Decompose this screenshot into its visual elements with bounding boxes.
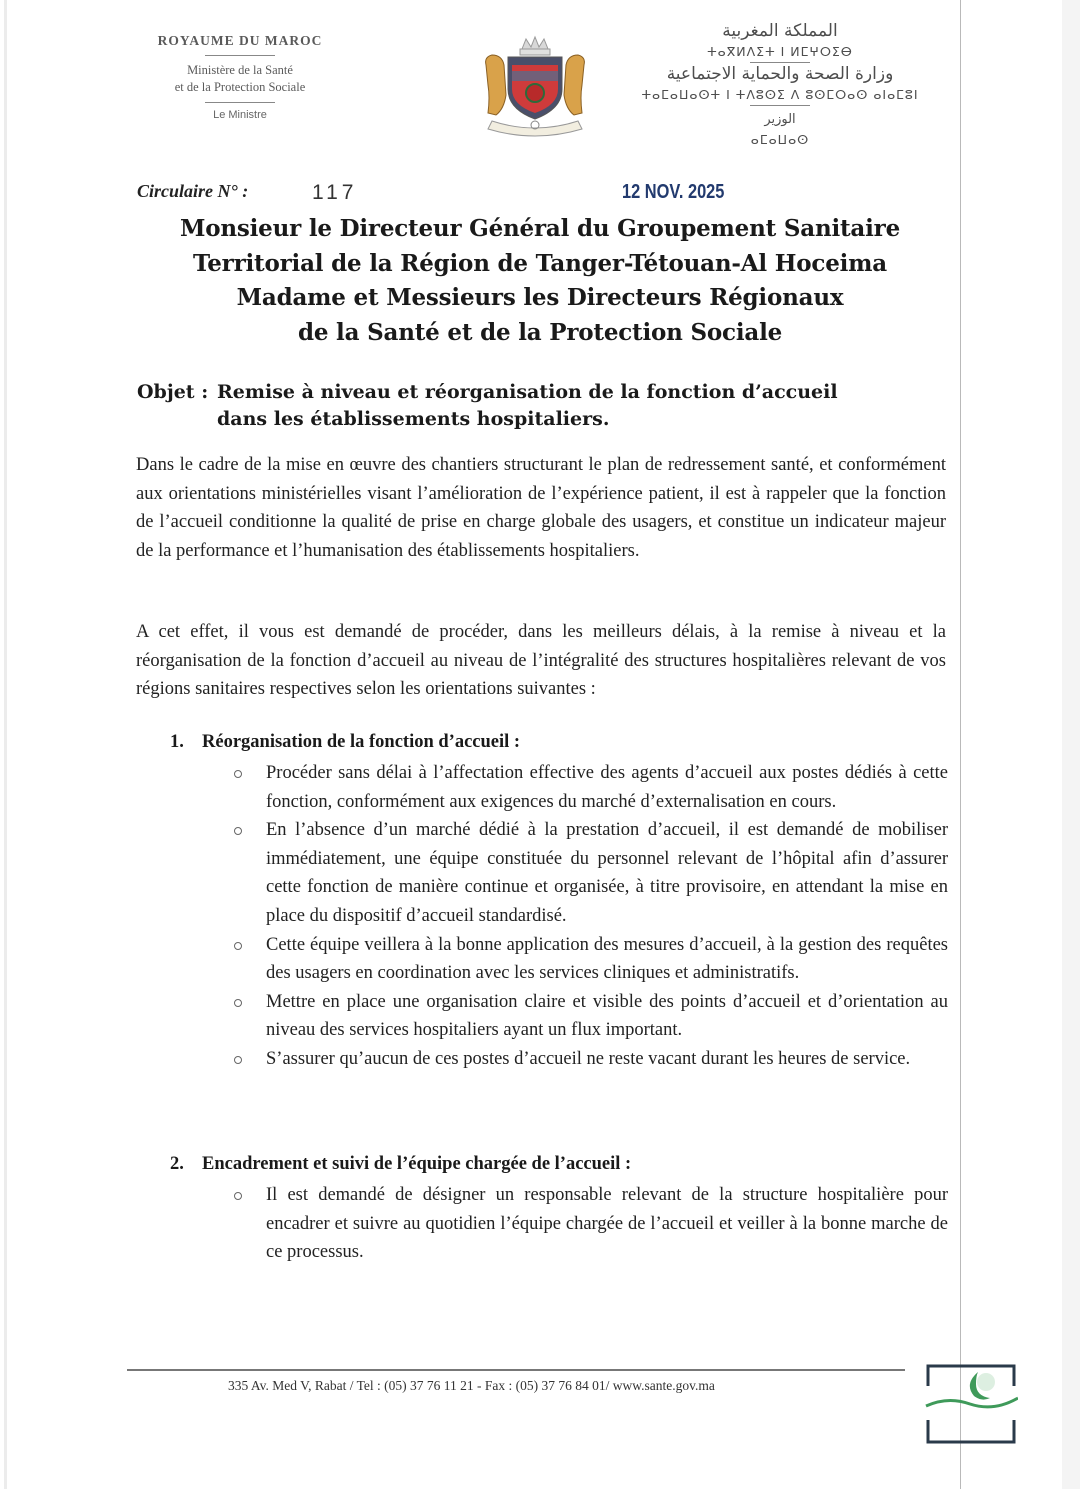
ministry-name-line2: et de la Protection Sociale [174,80,306,94]
bullet-list [232,759,948,1074]
circular-label: Circulaire N° : [137,181,249,201]
scan-left-edge [4,0,7,1489]
list-item: Il est demandé de désigner un responsable relevant de la structure hospitalière pour encadrer et suivre au quotidien l’équipe chargée de l’accueil et veiller à la bonne marche de ce processus. [232,1181,948,1267]
section-heading [170,732,520,753]
body-paragraph: A cet effet, il vous est demandé de procéder, dans les meilleurs délais, à la remise à niveau et la réorganisation de la fonction d’accueil au niveau de l’intégralité des structures hospitalières relevant de vos régions sanitaires respectives selon les orientations suivantes : [136,622,946,700]
scan-right-margin [1062,0,1080,1489]
footer-address: 335 Av. Med V, Rabat / Tel : (05) 37 76 11 21 - Fax : (05) 37 76 84 01/ www.sante.gov.ma [228,1378,715,1393]
minister-title-arabic: الوزير [764,112,796,127]
coat-of-arms-icon [478,35,592,141]
addressee-line: Monsieur le Directeur Général du Groupement Sanitaire [179,215,901,242]
divider [750,105,810,106]
circular-number: 117 [312,181,358,204]
subject-block [137,379,937,433]
list-item: S’assurer qu’aucun de ces postes d’accueil ne reste vacant durant les heures de service. [232,1045,948,1074]
subject-line2: dans les établissements hospitaliers. [217,408,610,430]
ministry-name-arabic: وزارة الصحة والحماية الاجتماعية [666,64,894,84]
list-item: Procéder sans délai à l’affectation effective des agents d’accueil aux postes dédiés à cette fonction, conformément aux exigences du marché d’externalisation en cours. [232,759,948,816]
divider [205,55,275,56]
addressee-line: Territorial de la Région de Tanger-Tétouan-Al Hoceima [192,249,888,277]
section-title: Réorganisation de la fonction d’accueil : [202,732,521,752]
list-item: En l’absence d’un marché dédié à la prestation d’accueil, il est demandé de mobiliser immédiatement, une équipe constituée du personnel relevant de l’hôpital afin d’assurer cette fonction de manière continue et organisée, à titre provisoire, en attendant la mise en place du dispositif d’accueil standardisé. [232,816,948,930]
circle-bullet-icon [234,827,242,835]
bullet-list [232,1181,948,1267]
list-item: Mettre en place une organisation claire et visible des points d’accueil et d’orientation au niveau des services hospitaliers ayant un flux important. [232,988,948,1045]
body-paragraph: Dans le cadre de la mise en œuvre des chantiers structurant le plan de redressement santé, et conformément aux orientations ministérielles visant l’amélioration de l’expérience patient, il est à rappeler que la fonction de l’accueil conditionne la qualité de prise en charge globale des usagers, et constitue un indicateur majeur de la performance et l’humanisation des établissements hospitaliers. [136,455,946,561]
ministry-name-line1: Ministère de la Santé [187,63,293,77]
divider [205,102,275,103]
ministry-name-tifinagh: ⵜⴰⵎⴰⵡⴰⵙⵜ ⵏ ⵜⴷⵓⵙⵉ ⴷ ⵓⵙⵎⵔⴰⵙ ⴰⵏⴰⵎⵓⵏ [641,87,919,102]
circle-bullet-icon [234,942,242,950]
kingdom-name-arabic: المملكة المغربية [722,21,838,41]
section-number: 1. [170,732,184,752]
letterhead-arabic-tifinagh [620,20,940,150]
section-heading [170,1154,631,1175]
kingdom-name-tifinagh: ⵜⴰⴳⵍⴷⵉⵜ ⵏ ⵍⵎⵖⵔⵉⴱ [707,44,853,59]
ministry-logo-icon [924,1362,1018,1446]
circle-bullet-icon [234,1192,242,1200]
subject-line1: Remise à niveau et réorganisation de la fonction d’accueil [217,381,838,403]
circle-bullet-icon [234,999,242,1007]
subject-label: Objet : [137,381,209,403]
section-number: 2. [170,1154,184,1174]
addressee-line: Madame et Messieurs les Directeurs Régionaux [236,284,844,311]
addressee-line: de la Santé et de la Protection Sociale [297,318,783,346]
footer-divider [127,1369,905,1371]
minister-title: Le Ministre [213,109,267,121]
addressee-block [120,212,960,350]
scan-fold-line [960,0,961,1489]
circle-bullet-icon [234,770,242,778]
section-title: Encadrement et suivi de l’équipe chargée de l’accueil : [202,1154,632,1174]
minister-title-tifinagh: ⴰⵎⴰⵡⴰⵙ [750,132,810,147]
kingdom-name: ROYAUME DU MAROC [157,33,323,48]
date-stamp: 12 NOV. 2025 [622,181,725,203]
letterhead-french [130,33,350,121]
list-item: Cette équipe veillera à la bonne application des mesures d’accueil, à la gestion des requêtes des usagers en coordination avec les services cliniques et administratifs. [232,931,948,988]
circle-bullet-icon [234,1056,242,1064]
